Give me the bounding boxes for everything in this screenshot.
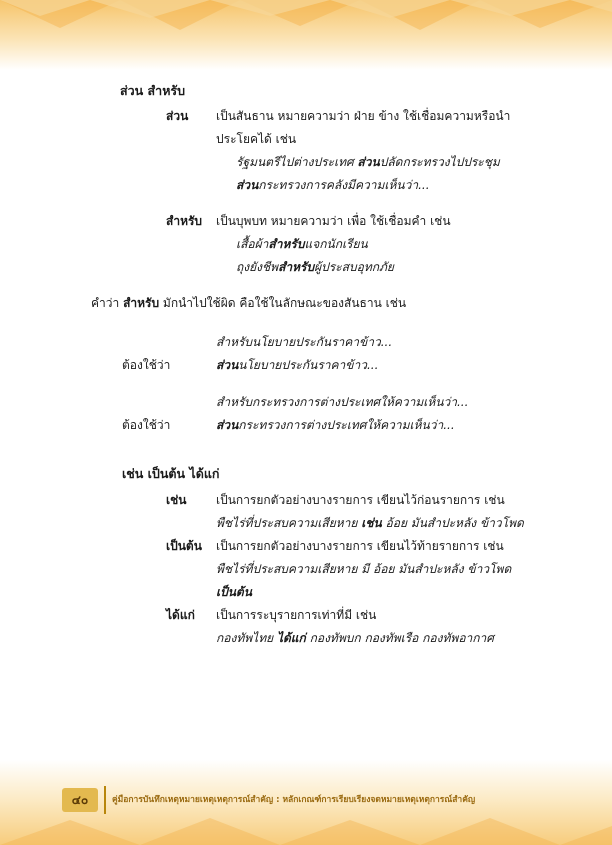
example-text: แจกนักเรียน <box>304 237 368 251</box>
example-text: กองทัพบก กองทัพเรือ กองทัพอากาศ <box>305 631 494 645</box>
example-daikae <box>216 630 494 646</box>
example-suan-2 <box>236 177 430 193</box>
note-text: คำว่า <box>91 296 124 310</box>
term-chen: เช่น <box>166 493 187 507</box>
note-text: มักนำไปใช้ผิด คือใช้ในลักษณะของสันธาน เช่น <box>159 296 407 310</box>
example-keyword: ส่วน <box>236 178 259 192</box>
term-suan: ส่วน <box>166 109 189 123</box>
section-heading-suan-samrap: ส่วน สำหรับ <box>120 83 186 98</box>
usage-note <box>91 295 406 311</box>
example-pentn-keyword: เป็นต้น <box>216 585 252 599</box>
def-pentn: เป็นการยกตัวอย่างบางรายการ เขียนไว้ท้ายรายการ เช่น <box>216 539 504 553</box>
example-keyword: เช่น <box>361 516 382 530</box>
example-chen <box>216 515 524 531</box>
correct-example-1 <box>216 357 378 373</box>
header-decoration <box>0 0 612 70</box>
footer-divider <box>104 786 106 814</box>
example-keyword: สำหรับ <box>268 237 305 251</box>
wrong-example-2: สำหรับกระทรวงการต่างประเทศให้ความเห็นว่า... <box>216 395 469 409</box>
example-text: รัฐมนตรีไปต่างประเทศ <box>236 155 358 169</box>
example-samrap-2 <box>236 259 394 275</box>
def-suan-line2: ประโยคได้ เช่น <box>216 132 297 146</box>
note-keyword: สำหรับ <box>123 296 160 310</box>
term-samrap: สำหรับ <box>166 214 203 228</box>
correct-text: กระทรวงการต่างประเทศให้ความเห็นว่า... <box>238 418 455 432</box>
example-text: เสื้อผ้า <box>236 237 269 251</box>
term-daikae: ได้แก่ <box>166 608 195 622</box>
def-suan-line1: เป็นสันธาน หมายความว่า ฝ่าย ข้าง ใช้เชื่อมความหรือนำ <box>216 109 511 123</box>
footer-title: คู่มือการบันทึกเหตุหมายเหตุเหตุการณ์สำคัญ : หลักเกณฑ์การเรียบเรียงจดหมายเหตุเหตุการณ์สำคัญ <box>112 795 476 805</box>
example-pentn: พืชไร่ที่ประสบความเสียหาย มี อ้อย มันสำปะหลัง ข้าวโพด <box>216 562 512 576</box>
example-keyword: ได้แก่ <box>276 631 306 645</box>
correction-label-2: ต้องใช้ว่า <box>122 418 171 432</box>
correction-label-1: ต้องใช้ว่า <box>122 358 171 372</box>
section-heading-chen: เช่น เป็นต้น ได้แก่ <box>122 466 220 481</box>
example-text: พืชไร่ที่ประสบความเสียหาย <box>216 516 362 530</box>
wrong-example-1: สำหรับนโยบายประกันราคาข้าว... <box>216 335 393 349</box>
page-number: ๔๐ <box>71 793 89 807</box>
correct-keyword: ส่วน <box>216 358 239 372</box>
example-samrap-1 <box>236 236 368 252</box>
example-text: กระทรวงการคลังมีความเห็นว่า... <box>258 178 430 192</box>
example-text: กองทัพไทย <box>216 631 277 645</box>
correct-example-2 <box>216 417 455 433</box>
def-chen: เป็นการยกตัวอย่างบางรายการ เขียนไว้ก่อนรายการ เช่น <box>216 493 505 507</box>
example-suan-1 <box>236 154 500 170</box>
correct-keyword: ส่วน <box>216 418 239 432</box>
correct-text: นโยบายประกันราคาข้าว... <box>238 358 379 372</box>
def-samrap: เป็นบุพบท หมายความว่า เพื่อ ใช้เชื่อมคำ เช่น <box>216 214 451 228</box>
example-keyword: ส่วน <box>357 155 380 169</box>
example-text: ผู้ประสบอุทกภัย <box>314 260 394 274</box>
example-keyword: สำหรับ <box>278 260 315 274</box>
def-daikae: เป็นการระบุรายการเท่าที่มี เช่น <box>216 608 377 622</box>
example-text: ถุงยังชีพ <box>236 260 279 274</box>
example-text: อ้อย มันสำปะหลัง ข้าวโพด <box>381 516 524 530</box>
term-pentn: เป็นต้น <box>166 539 202 553</box>
example-text: ปลัดกระทรวงไปประชุม <box>379 155 500 169</box>
